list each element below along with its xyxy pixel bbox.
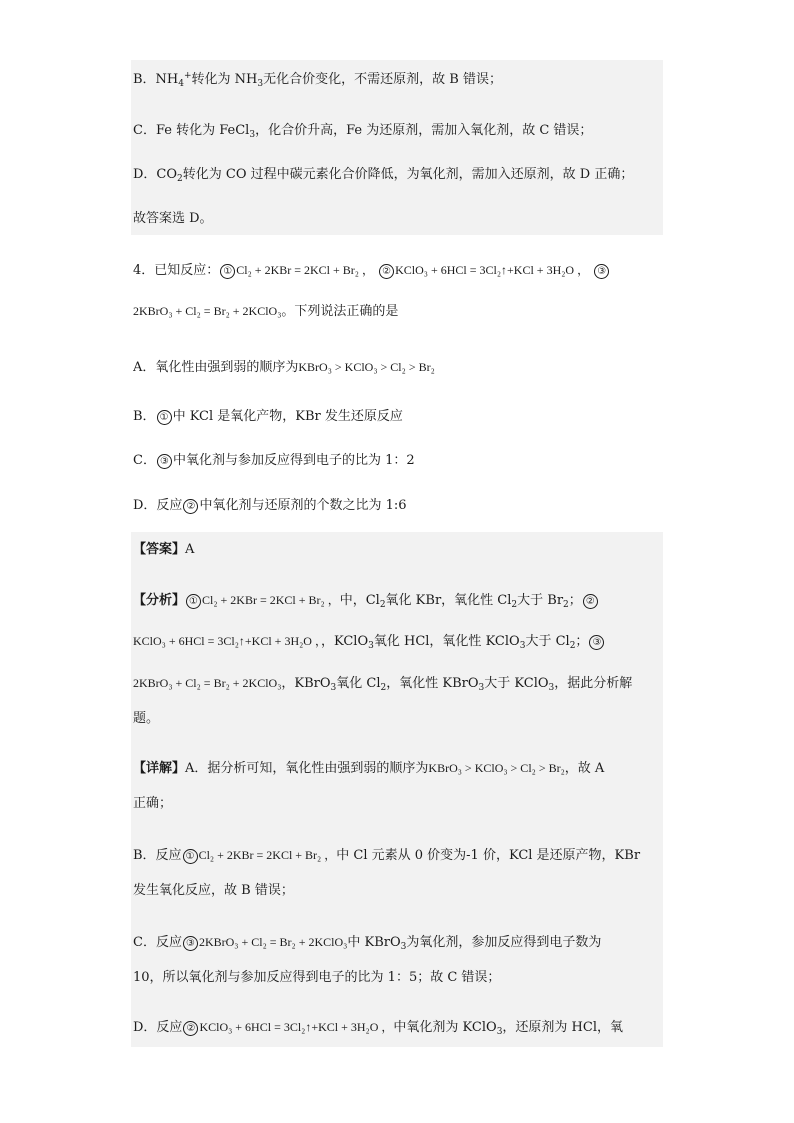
- analysis-line2: KClO₃ + 6HCl = 3Cl₂↑+KCl + 3H₂O ，，KClO$_3$氧化 HCl，氧化性 KClO$_3$大于 $Cl_2$； ③: [133, 632, 663, 651]
- detail-b-line1: B．反应 ① Cl₂ + 2KBr = 2KCl + Br₂ ，中 Cl 元素从 0 价变为-1 价，KCl 是还原产物，KBr: [133, 848, 641, 863]
- prev-solution-conclusion: 故答案选 D。: [133, 211, 213, 226]
- analysis-line4: 题。: [133, 711, 160, 726]
- circled-two-icon: ②: [183, 499, 198, 514]
- answer-line: [133, 541, 663, 559]
- circled-one-icon: ①: [183, 849, 198, 864]
- question-stem-line2: 2KBrO₃ + Cl₂ = Br₂ + 2KClO₃。下列说法正确的是: [133, 304, 399, 319]
- detail-a-line1: 【详解】A．据分析可知，氧化性由强到弱的顺序为KBrO₃ > KClO₃ > Cl₂ > Br₂，故 A: [133, 761, 605, 776]
- prev-solution-option-b: B．$NH_4^+$转化为 $NH_3$无化合价变化，不需还原剂，故 B 错误；: [133, 71, 502, 89]
- circled-three-icon: ③: [183, 936, 198, 951]
- detail-c-line2: 10，所以氧化剂与参加反应得到电子的比为 1：5；故 C 错误；: [133, 970, 501, 985]
- question-stem-line1: 4．已知反应： ① Cl₂ + 2KBr = 2KCl + Br₂ ， ② KClO₃ + 6HCl = 3Cl₂↑+KCl + 3H₂O ， ③: [133, 261, 663, 280]
- detail-b-line2: 发生氧化反应，故 B 错误；: [133, 883, 294, 898]
- analysis-line3: 2KBrO₃ + Cl₂ = Br₂ + 2KClO₃，KBrO$_3$氧化 $Cl_2$，氧化性 KBrO$_3$大于 KClO$_3$，据此分析解: [133, 676, 633, 693]
- option-d: D．反应 ② 中氧化剂与还原剂的个数之比为 1:6: [133, 498, 407, 513]
- circled-three-icon: ③: [157, 454, 172, 469]
- circled-two-icon: ②: [583, 594, 598, 609]
- option-a: A．氧化性由强到弱的顺序为KBrO₃ > KClO₃ > Cl₂ > Br₂: [133, 360, 435, 375]
- detail-d-line1: D．反应 ② KClO₃ + 6HCl = 3Cl₂↑+KCl + 3H₂O ，中氧化剂为 KClO$_3$，还原剂为 HCl，氧: [133, 1020, 623, 1037]
- circled-one-icon: ①: [220, 264, 235, 279]
- answer-value: A: [185, 542, 195, 557]
- detail-c-line1: C．反应 ③ 2KBrO₃ + Cl₂ = Br₂ + 2KClO₃中 KBrO$_3$为氧化剂，参加反应得到电子数为: [133, 935, 602, 952]
- prev-solution-option-c: C．Fe 转化为 FeCl$_3$，化合价升高，Fe 为还原剂，需加入氧化剂，故 C 错误；: [133, 123, 593, 140]
- option-b: B． ① 中 KCl 是氧化产物，KBr 发生还原反应: [133, 409, 403, 424]
- detail-a-line2: 正确；: [133, 796, 173, 811]
- answer-label: 【答案】: [133, 542, 186, 557]
- circled-one-icon: ①: [186, 594, 201, 609]
- circled-three-icon: ③: [594, 264, 609, 279]
- prev-solution-option-d: D．$CO_2$转化为 CO 过程中碳元素化合价降低，为氧化剂，需加入还原剂，故 D 正确；: [133, 167, 634, 184]
- equation-1: Cl₂ + 2KBr = 2KCl + Br₂ ，: [236, 263, 374, 277]
- option-c: C． ③ 中氧化剂与参加反应得到电子的比为 1：2: [133, 453, 415, 468]
- circled-one-icon: ①: [157, 410, 172, 425]
- circled-two-icon: ②: [183, 1021, 198, 1036]
- circled-three-icon: ③: [589, 635, 604, 650]
- equation-3: 2KBrO₃ + Cl₂ = Br₂ + 2KClO₃: [133, 304, 282, 318]
- equation-2: KClO₃ + 6HCl = 3Cl₂↑+KCl + 3H₂O ，: [395, 263, 590, 277]
- analysis-line1: 【分析】 ① Cl₂ + 2KBr = 2KCl + Br₂ ，中，$Cl_2$氧化 KBr，氧化性 $Cl_2$大于 $Br_2$； ②: [133, 591, 663, 610]
- circled-two-icon: ②: [379, 264, 394, 279]
